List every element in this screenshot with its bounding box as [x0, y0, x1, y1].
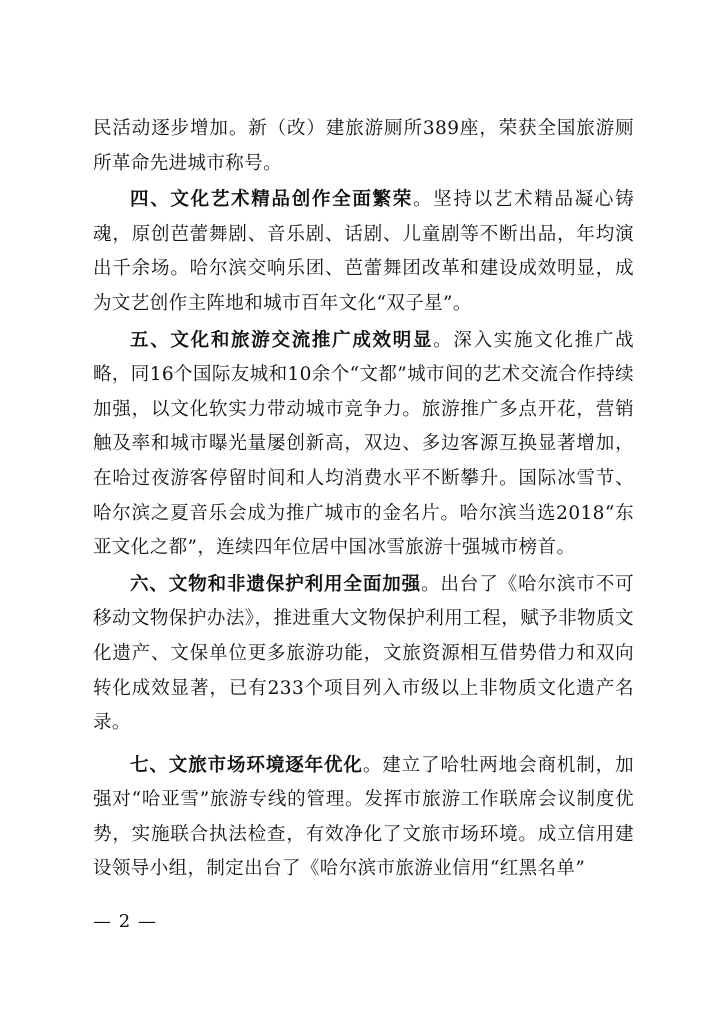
paragraph-text: 。深入实施文化推广战略，同16个国际友城和10余个“文都”城市间的艺术交流合作持续加强，以文化软实力带动城市竞争力。旅游推广多点开花，营销触及率和城市曝光量屡创新高，双边、多边客源互换显著增加，在哈过夜游客停留时间和人均消费水平不断攀升。国际冰雪节、哈尔滨之夏音乐会成为推广城市的金名片。哈尔滨当选2018“东亚文化之都”，连续四年位居中国冰雪旅游十强城市榜首。	[93, 329, 634, 559]
section-heading: 七、文旅市场环境逐年优化	[130, 754, 363, 776]
document-body	[93, 112, 634, 889]
paragraph-continuation	[93, 112, 634, 181]
page-number: — 2 —	[93, 911, 157, 932]
paragraph-text: 。坚持以艺术精品凝心铸魂，原创芭蕾舞剧、音乐剧、话剧、儿童剧等不断出品，年均演出千余场。哈尔滨交响乐团、芭蕾舞团改革和建设成效明显，成为文艺创作主阵地和城市百年文化“双子星”。	[93, 189, 634, 314]
paragraph-text: 。出台了《哈尔滨市不可移动文物保护办法》，推进重大文物保护利用工程，赋予非物质文化遗产、文保单位更多旅游功能，文旅资源相互借势借力和双向转化成效显著，已有233个项目列入市级以上非物质文化遗产名录。	[93, 573, 634, 734]
paragraph-section-4	[93, 183, 634, 321]
section-heading: 四、文化艺术精品创作全面繁荣	[130, 189, 413, 211]
paragraph-text: 。建立了哈牡两地会商机制，加强对“哈亚雪”旅游专线的管理。发挥市旅游工作联席会议制度优势，实施联合执法检查，有效净化了文旅市场环境。成立信用建设领导小组，制定出台了《哈尔滨市旅游业信用“红黑名单”	[93, 754, 634, 880]
paragraph-section-7	[93, 749, 634, 887]
paragraph-text: 民活动逐步增加。新（改）建旅游厕所389座，荣获全国旅游厕所革命先进城市称号。	[93, 118, 634, 174]
paragraph-section-6	[93, 568, 634, 741]
section-heading: 五、文化和旅游交流推广成效明显	[130, 329, 434, 351]
paragraph-section-5	[93, 324, 634, 566]
section-heading: 六、文物和非遗保护利用全面加强	[130, 573, 422, 595]
